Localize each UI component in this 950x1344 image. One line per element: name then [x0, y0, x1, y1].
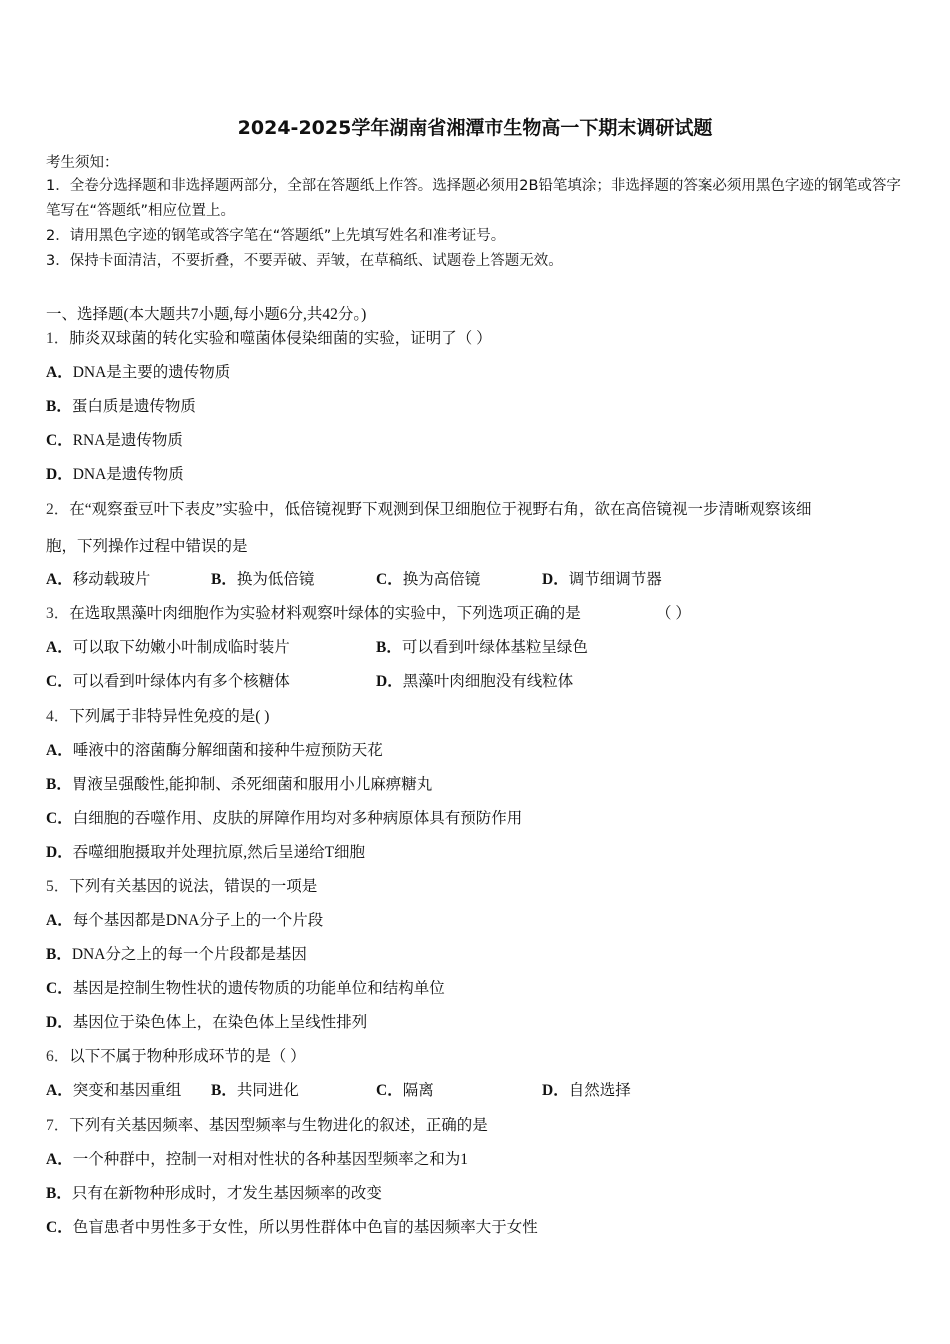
question-2: [46, 497, 906, 519]
option-text: 换为低倍镜: [236, 571, 315, 588]
option-text: 自然选择: [568, 1082, 631, 1099]
option-text: DNA分之上的每一个片段都是基因: [71, 946, 307, 963]
answer-paren: （ ）: [656, 605, 691, 622]
option-label: C．: [46, 980, 73, 997]
question-1: [46, 326, 906, 348]
option: [46, 806, 906, 828]
option: [376, 1078, 434, 1100]
option: [46, 360, 906, 382]
option-label: C．: [46, 810, 73, 827]
option-label: B．: [46, 776, 72, 793]
option: [376, 669, 573, 691]
question-number: 5．: [46, 878, 70, 895]
option-label: D．: [46, 1014, 73, 1031]
option-text: 可以看到叶绿体内有多个核糖体: [72, 673, 290, 690]
option: [46, 942, 906, 964]
option: [46, 1078, 181, 1100]
notice-item: 2．请用黑色字迹的钢笔或答字笔在“答题纸”上先填写姓名和准考证号。: [46, 228, 506, 244]
option-text: 可以取下幼嫩小叶制成临时装片: [72, 639, 290, 656]
question-text: 肺炎双球菌的转化实验和噬菌体侵染细菌的实验，证明了（ ）: [69, 330, 492, 347]
option-text: 隔离: [402, 1082, 434, 1099]
option: [376, 567, 480, 589]
question-3: [46, 601, 906, 623]
option-label: C．: [46, 432, 73, 449]
option: [46, 1010, 906, 1032]
option: [46, 462, 906, 484]
question-text: 在“观察蚕豆叶下表皮”实验中，低倍镜视野下观测到保卫细胞位于视野右角，欲在高倍镜视一步清晰观察该细: [69, 501, 812, 518]
option-label: A．: [46, 912, 73, 929]
option: [46, 738, 906, 760]
question-text-continued: 胞，下列操作过程中错误的是: [46, 538, 248, 555]
option-text: 白细胞的吞噬作用、皮肤的屏障作用均对多种病原体具有预防作用: [72, 810, 523, 827]
notice-item: 1．全卷分选择题和非选择题两部分，全部在答题纸上作答。选择题必须用2B铅笔填涂；非选择题的答案必须用黑色字迹的钢笔或答字笔写在“答题纸”相应位置上。: [46, 178, 901, 219]
option-label: C．: [376, 571, 403, 588]
option: [46, 772, 906, 794]
option-text: 基因是控制生物性状的遗传物质的功能单位和结构单位: [72, 980, 445, 997]
question-number: 2．: [46, 501, 70, 518]
option-text: 换为高倍镜: [402, 571, 481, 588]
option-text: DNA是遗传物质: [72, 466, 184, 483]
option-label: B．: [46, 1185, 72, 1202]
option-label: B．: [211, 1082, 237, 1099]
option-text: 调节细调节器: [568, 571, 662, 588]
option-label: A．: [46, 364, 73, 381]
option-text: 可以看到叶绿体基粒呈绿色: [401, 639, 588, 656]
option-text: 突变和基因重组: [72, 1082, 182, 1099]
option: [46, 1147, 906, 1169]
option-text: 色盲患者中男性多于女性，所以男性群体中色盲的基因频率大于女性: [72, 1219, 538, 1236]
question-text: 下列有关基因频率、基因型频率与生物进化的叙述，正确的是: [69, 1117, 488, 1134]
option: [46, 908, 906, 930]
question-number: 1．: [46, 330, 70, 347]
option: [46, 394, 906, 416]
option-text: 基因位于染色体上，在染色体上呈线性排列: [72, 1014, 368, 1031]
option-label: A．: [46, 571, 73, 588]
question-4: [46, 704, 906, 726]
option-label: A．: [46, 742, 73, 759]
option-label: C．: [376, 1082, 403, 1099]
option: [46, 1215, 906, 1237]
option: [211, 567, 314, 589]
option-label: B．: [211, 571, 237, 588]
question-number: 4．: [46, 708, 70, 725]
option-label: A．: [46, 1082, 73, 1099]
question-text: 在选取黑藻叶肉细胞作为实验材料观察叶绿体的实验中，下列选项正确的是: [69, 605, 581, 622]
option: [542, 567, 662, 589]
option-text: 每个基因都是DNA分子上的一个片段: [72, 912, 324, 929]
option: [46, 1181, 906, 1203]
notice-heading: 考生须知：: [46, 155, 119, 171]
option: [542, 1078, 631, 1100]
question-5: [46, 874, 906, 896]
option-label: C．: [46, 1219, 73, 1236]
option: [46, 428, 906, 450]
option-label: D．: [542, 1082, 569, 1099]
option-label: D．: [376, 673, 403, 690]
option: [46, 669, 290, 691]
option-text: 胃液呈强酸性,能抑制、杀死细菌和服用小儿麻痹糖丸: [71, 776, 433, 793]
option-label: A．: [46, 1151, 73, 1168]
option-text: 唾液中的溶菌酶分解细菌和接种牛痘预防天花: [72, 742, 383, 759]
question-number: 7．: [46, 1117, 70, 1134]
option-text: 一个种群中，控制一对相对性状的各种基因型频率之和为1: [72, 1151, 468, 1168]
option-text: 蛋白质是遗传物质: [71, 398, 196, 415]
option-label: B．: [46, 398, 72, 415]
question-7: [46, 1113, 906, 1135]
option-text: RNA是遗传物质: [72, 432, 183, 449]
question-text: 下列有关基因的说法，错误的一项是: [69, 878, 318, 895]
option-label: D．: [542, 571, 569, 588]
option-text: 移动载玻片: [72, 571, 151, 588]
option-label: A．: [46, 639, 73, 656]
option-label: B．: [46, 946, 72, 963]
section-heading: 一、选择题(本大题共7小题,每小题6分,共42分。): [46, 306, 367, 323]
option-text: DNA是主要的遗传物质: [72, 364, 231, 381]
question-number: 3．: [46, 605, 70, 622]
option-label: B．: [376, 639, 402, 656]
option: [46, 635, 290, 657]
option: [376, 635, 588, 657]
option-text: 只有在新物种形成时，才发生基因频率的改变: [71, 1185, 382, 1202]
question-number: 6．: [46, 1048, 70, 1065]
question-6: [46, 1044, 906, 1066]
option: [46, 840, 906, 862]
option-text: 共同进化: [236, 1082, 299, 1099]
option-text: 吞噬细胞摄取并处理抗原,然后呈递给T细胞: [72, 844, 366, 861]
option: [46, 567, 150, 589]
option: [46, 976, 906, 998]
notice-item: 3．保持卡面清洁，不要折叠，不要弄破、弄皱，在草稿纸、试题卷上答题无效。: [46, 253, 563, 269]
option-label: C．: [46, 673, 73, 690]
question-text: 下列属于非特异性免疫的是( ): [69, 708, 270, 725]
option-label: D．: [46, 466, 73, 483]
question-text: 以下不属于物种形成环节的是（ ）: [69, 1048, 306, 1065]
option-text: 黑藻叶肉细胞没有线粒体: [402, 673, 574, 690]
option: [211, 1078, 299, 1100]
option-label: D．: [46, 844, 73, 861]
page-title: 2024-2025学年湖南省湘潭市生物高一下期末调研试题: [237, 117, 713, 139]
